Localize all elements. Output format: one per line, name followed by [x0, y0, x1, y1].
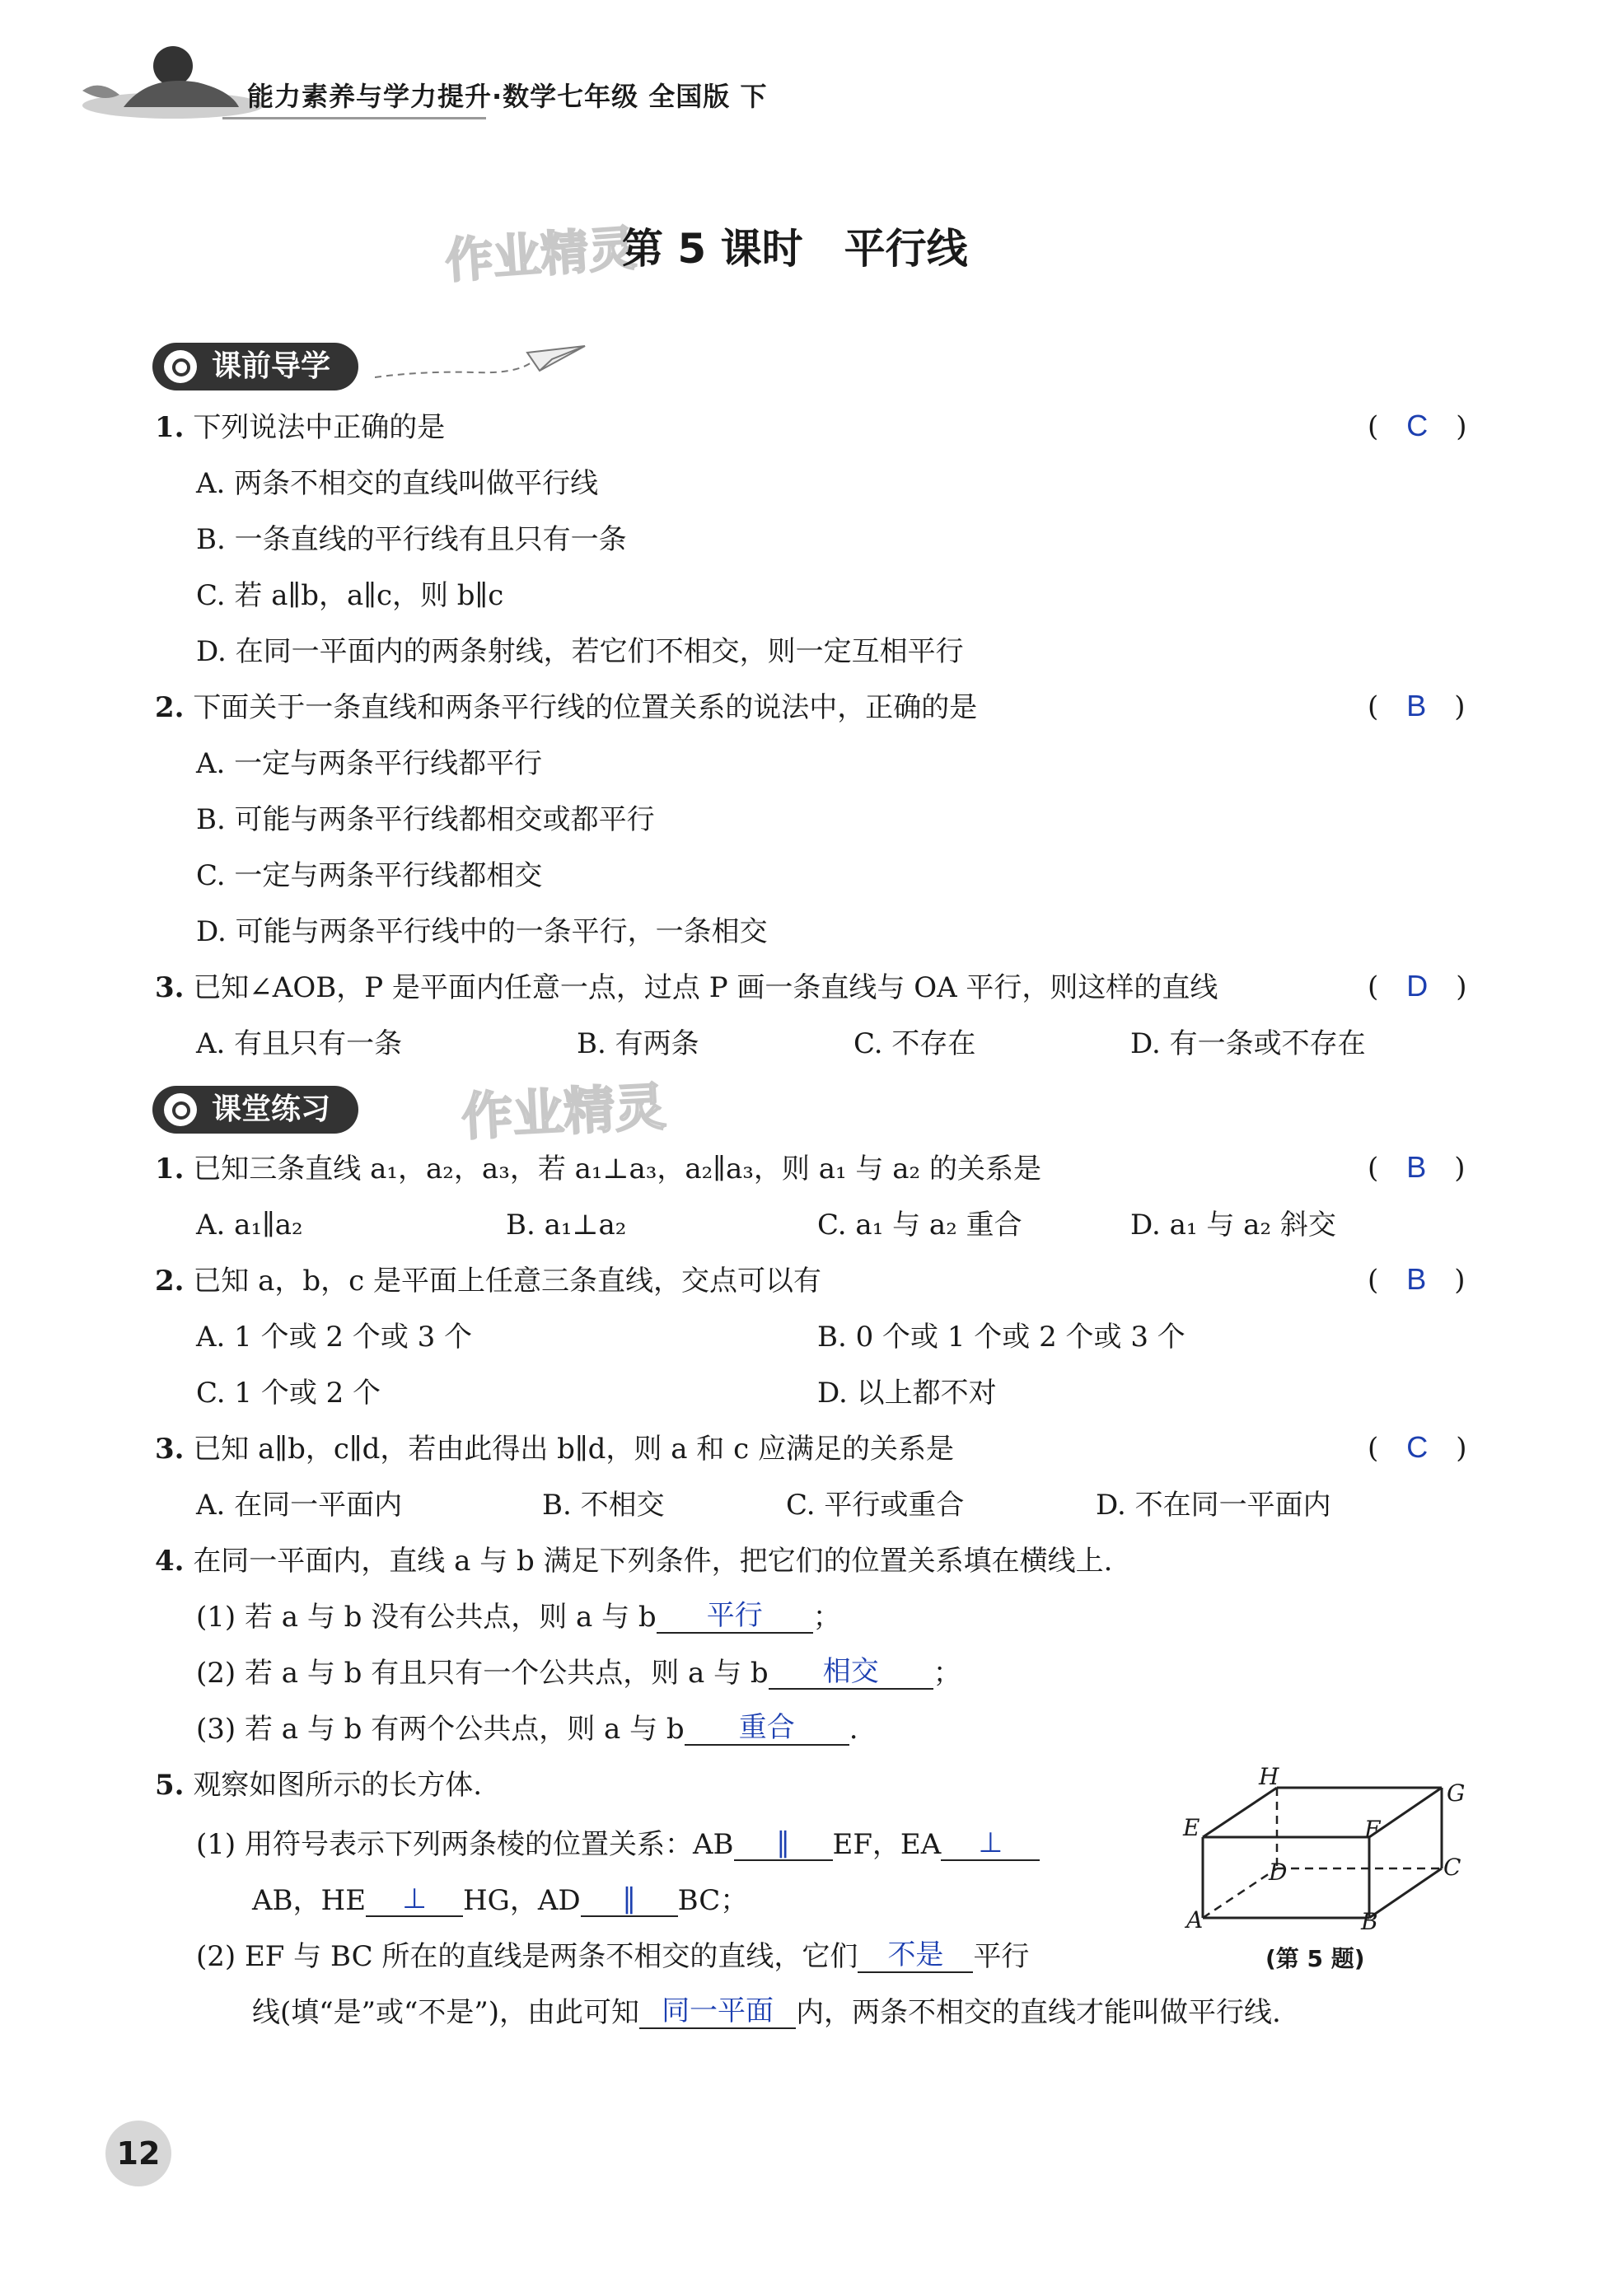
question-stem: 4. 在同一平面内，直线 a 与 b 满足下列条件，把它们的位置关系填在横线上.: [155, 1545, 1113, 1578]
lesson-title: 第 5 课时 平行线: [622, 225, 968, 273]
answer-blank: ⊥: [941, 1826, 1040, 1861]
vertex-label: H: [1259, 1763, 1279, 1790]
question-stem: 1. 下列说法中正确的是: [155, 411, 446, 444]
answer-box: ( B ): [1368, 1150, 1466, 1185]
vertex-label: C: [1443, 1854, 1461, 1881]
option-b: B. 0 个或 1 个或 2 个或 3 个: [817, 1321, 1185, 1354]
option-b: B. 有两条: [577, 1027, 699, 1060]
fill-in-item: (1) 若 a 与 b 没有公共点，则 a 与 b 平行 ；: [196, 1599, 841, 1634]
answer-blank: 相交: [769, 1655, 933, 1690]
option-c: C. 若 a∥b，a∥c，则 b∥c: [196, 579, 504, 612]
section-label: 课前导学: [212, 349, 331, 383]
vertex-label: F: [1364, 1816, 1381, 1843]
answer-blank: ∥: [734, 1826, 833, 1861]
fill-in-item: (2) 若 a 与 b 有且只有一个公共点，则 a 与 b 相交 ；: [196, 1655, 961, 1690]
question-stem: 2. 下面关于一条直线和两条平行线的位置关系的说法中，正确的是: [155, 691, 978, 724]
answer-box: ( B ): [1368, 1262, 1466, 1297]
fill-in-item: (2) EF 与 BC 所在的直线是两条不相交的直线，它们 不是 平行: [196, 1938, 1030, 1973]
answer-blank: 重合: [685, 1711, 849, 1746]
vertex-label: A: [1186, 1906, 1204, 1934]
option-c: C. 1 个或 2 个: [196, 1377, 381, 1410]
option-d: D. 在同一平面内的两条射线，若它们不相交，则一定互相平行: [196, 635, 964, 668]
option-c: C. a₁ 与 a₂ 重合: [817, 1209, 1022, 1242]
question-stem: 1. 已知三条直线 a₁，a₂，a₃，若 a₁⊥a₃，a₂∥a₃，则 a₁ 与 a₂ 的关系是: [155, 1153, 1041, 1185]
watermark: 作业精灵: [443, 219, 638, 289]
option-b: B. a₁⊥a₂: [506, 1209, 627, 1242]
option-b: B. 一条直线的平行线有且只有一条: [196, 523, 627, 556]
answer-box: ( B ): [1368, 689, 1466, 723]
option-c: C. 一定与两条平行线都相交: [196, 859, 543, 892]
option-a: A. 在同一平面内: [196, 1489, 403, 1522]
watermark: 作业精灵: [460, 1076, 668, 1148]
answer-mark: C: [1406, 1430, 1429, 1464]
answer-mark: B: [1406, 1262, 1427, 1296]
section-badge-pre-study: [152, 343, 358, 390]
vertex-label: B: [1361, 1908, 1378, 1935]
reading-person-logo: [74, 33, 272, 124]
section-label: 课堂练习: [212, 1092, 331, 1126]
option-b: B. 不相交: [542, 1489, 665, 1522]
question-stem: 3. 已知 a∥b，c∥d，若由此得出 b∥d，则 a 和 c 应满足的关系是: [155, 1433, 954, 1466]
figure-caption: (第 5 题): [1265, 1945, 1365, 1972]
vertex-label: E: [1183, 1814, 1200, 1841]
option-d: D. a₁ 与 a₂ 斜交: [1130, 1209, 1336, 1242]
fill-in-item: AB，HE ⊥ HG，AD ∥ BC；: [252, 1882, 749, 1917]
cuboid-figure: [1170, 1747, 1483, 1936]
answer-mark: B: [1406, 1150, 1427, 1184]
book-title: 能力素养与学力提升·数学七年级 全国版 下: [247, 81, 768, 112]
option-c: C. 不存在: [853, 1027, 976, 1060]
paper-plane-icon: [375, 338, 589, 387]
answer-blank: 同一平面: [639, 1994, 796, 2029]
vertex-label: D: [1269, 1859, 1288, 1886]
answer-blank: 不是: [858, 1938, 973, 1973]
answer-blank: ⊥: [366, 1882, 463, 1917]
vertex-label: G: [1447, 1779, 1466, 1807]
option-a: A. a₁∥a₂: [196, 1209, 303, 1242]
option-d: D. 有一条或不存在: [1130, 1027, 1366, 1060]
answer-blank: ∥: [581, 1882, 678, 1917]
answer-box: ( C ): [1368, 1430, 1467, 1465]
option-d: D. 不在同一平面内: [1096, 1489, 1331, 1522]
question-stem: 3. 已知∠AOB，P 是平面内任意一点，过点 P 画一条直线与 OA 平行，则这样的直线: [155, 971, 1218, 1004]
answer-mark: D: [1406, 969, 1429, 1003]
option-d: D. 以上都不对: [817, 1377, 997, 1410]
question-stem: 5. 观察如图所示的长方体.: [155, 1769, 483, 1802]
magnifier-icon: [164, 1093, 197, 1126]
option-d: D. 可能与两条平行线中的一条平行，一条相交: [196, 915, 768, 948]
option-a: A. 两条不相交的直线叫做平行线: [196, 467, 599, 500]
magnifier-icon: [164, 350, 197, 383]
page-number: 12: [105, 2121, 171, 2186]
answer-mark: C: [1406, 409, 1429, 442]
question-stem: 2. 已知 a，b，c 是平面上任意三条直线，交点可以有: [155, 1265, 822, 1298]
fill-in-item: (3) 若 a 与 b 有两个公共点，则 a 与 b 重合 .: [196, 1711, 858, 1746]
option-c: C. 平行或重合: [786, 1489, 965, 1522]
fill-in-item: 线(填“是”或“不是”)，由此可知 同一平面 内，两条不相交的直线才能叫做平行线.: [252, 1994, 1281, 2029]
option-a: A. 1 个或 2 个或 3 个: [196, 1321, 473, 1354]
answer-box: ( D ): [1368, 969, 1467, 1003]
option-a: A. 有且只有一条: [196, 1027, 403, 1060]
answer-mark: B: [1406, 689, 1427, 722]
option-b: B. 可能与两条平行线都相交或都平行: [196, 803, 655, 836]
header-divider: [222, 117, 486, 119]
answer-blank: 平行: [657, 1599, 813, 1634]
section-badge-class-practice: [152, 1086, 358, 1134]
fill-in-item: (1) 用符号表示下列两条棱的位置关系：AB ∥ EF，EA ⊥: [196, 1826, 1040, 1863]
answer-box: ( C ): [1368, 409, 1467, 443]
option-a: A. 一定与两条平行线都平行: [196, 747, 543, 780]
